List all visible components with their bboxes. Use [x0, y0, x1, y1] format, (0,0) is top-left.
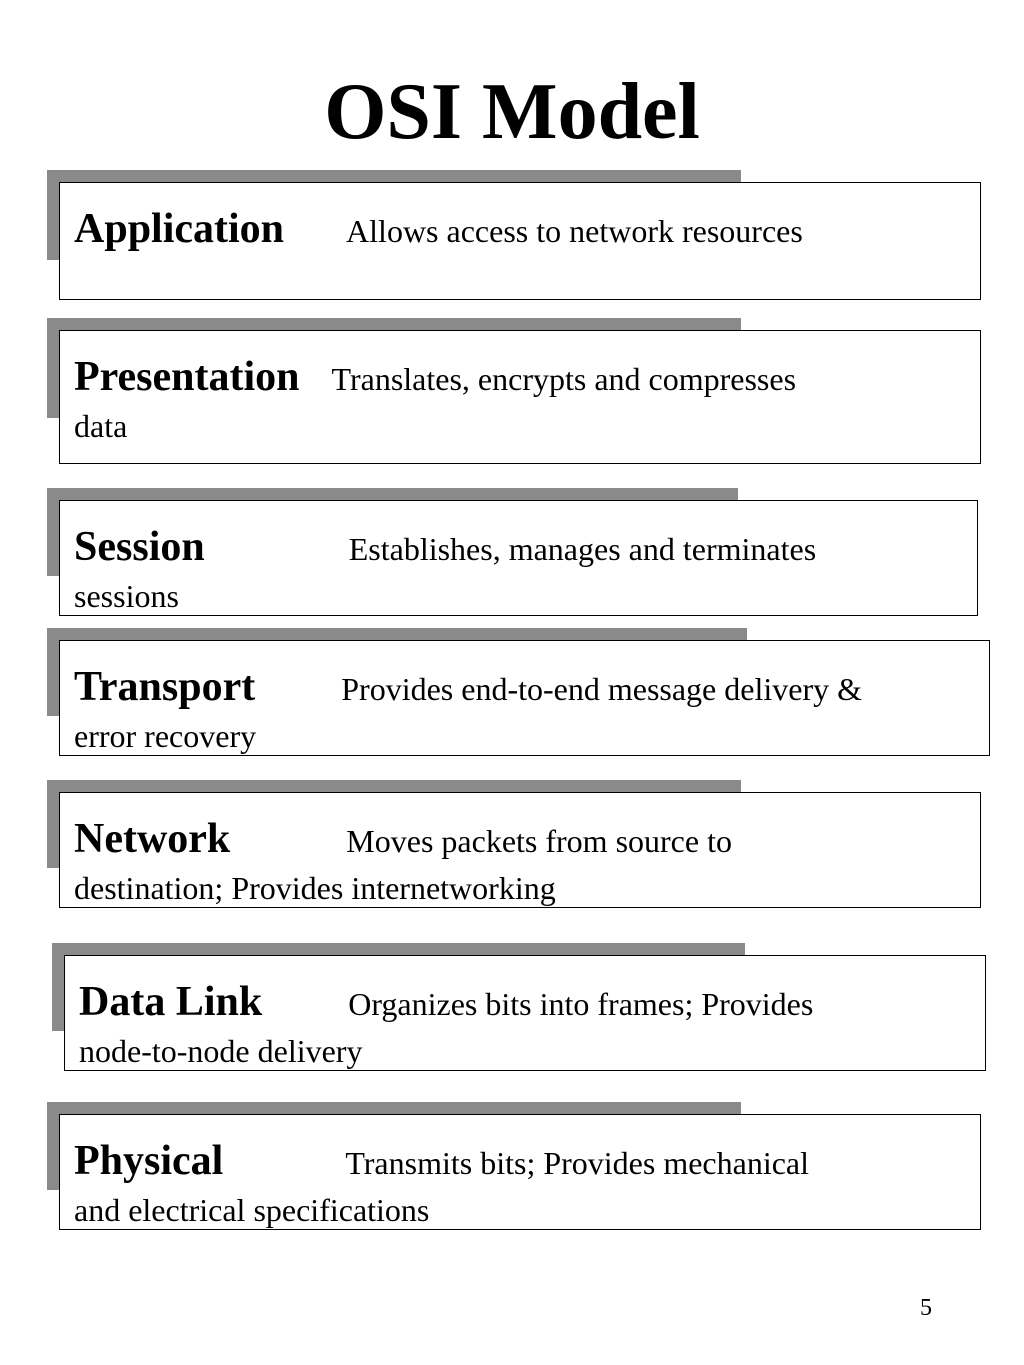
- layer-name: Physical: [74, 1138, 224, 1184]
- layer-description-continued: data: [74, 408, 128, 444]
- layer-name: Session: [74, 524, 205, 570]
- layer-description: Organizes bits into frames; Provides: [348, 986, 814, 1022]
- layer-description-continued: and electrical specifications: [74, 1192, 430, 1228]
- layer-name: Network: [74, 816, 231, 862]
- layer-description: Transmits bits; Provides mechanical: [345, 1145, 810, 1181]
- layer-description: Provides end-to-end message delivery &: [341, 671, 862, 707]
- layer-description-continued: sessions: [74, 578, 179, 614]
- layer-name: Data Link: [79, 979, 263, 1025]
- layer-name: Transport: [74, 664, 256, 710]
- layer-description-continued: node-to-node delivery: [79, 1033, 363, 1069]
- layer-description-continued: error recovery: [74, 718, 257, 754]
- page-number: 5: [920, 1295, 932, 1321]
- layer-description: Moves packets from source to: [346, 823, 732, 859]
- layer-description: Translates, encrypts and compresses: [331, 361, 797, 397]
- layer-description: Establishes, manages and terminates: [348, 531, 817, 567]
- layer-name: Presentation: [74, 354, 300, 400]
- page-title: OSI Model: [324, 68, 700, 156]
- layer-name: Application: [74, 206, 285, 252]
- layer-description: Allows access to network resources: [346, 213, 803, 249]
- layer-description-continued: destination; Provides internetworking: [74, 870, 556, 906]
